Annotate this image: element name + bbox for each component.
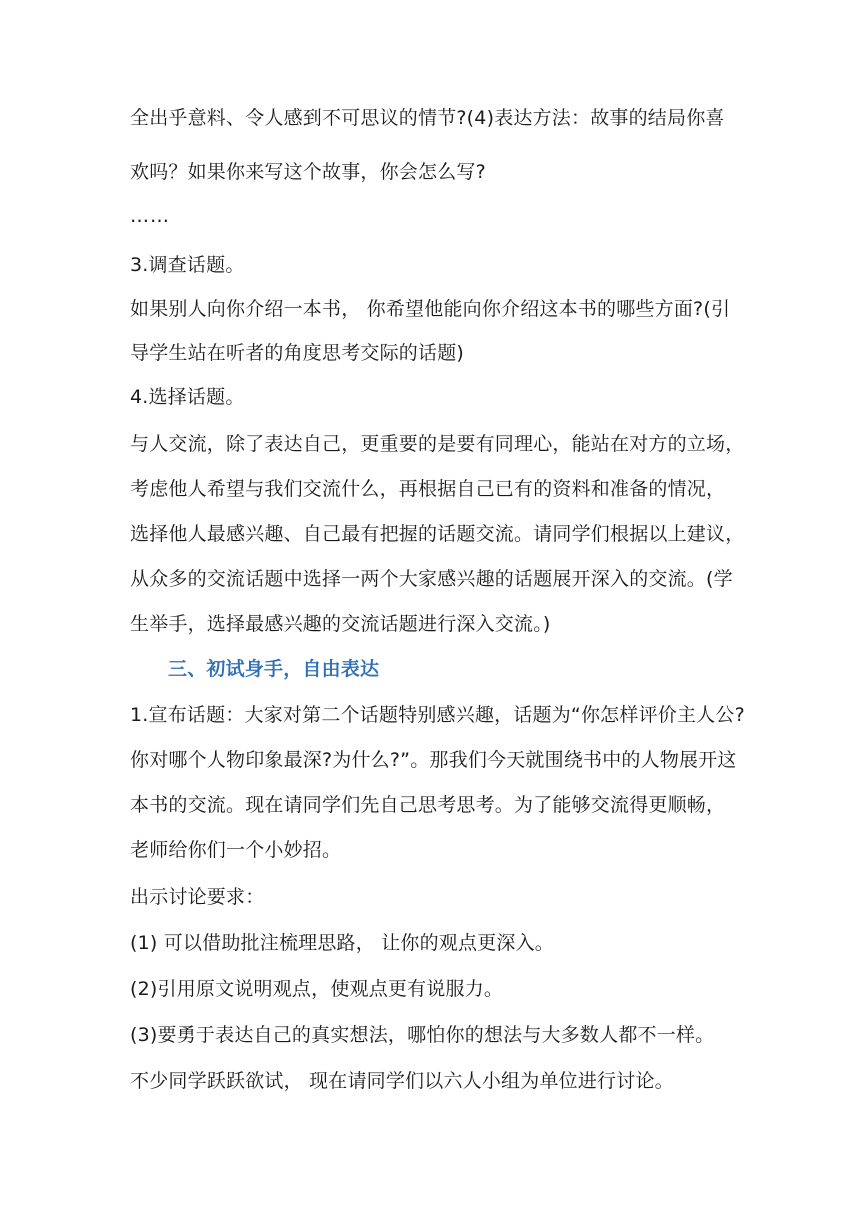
paragraph-line: 生举手，选择最感兴趣的交流话题进行深入交流。): [130, 613, 551, 635]
section-label-survey-topic: 3.调查话题。: [130, 254, 245, 276]
paragraph-line: 老师给你们一个小妙招。: [130, 839, 342, 861]
section-label-choose-topic: 4.选择话题。: [130, 386, 245, 408]
paragraph-line: 导学生站在听者的角度思考交际的话题): [130, 342, 465, 364]
requirement-item: (3)要勇于表达自己的真实想法，哪怕你的想法与大多数人都不一样。: [130, 1024, 715, 1046]
paragraph-line: 考虑他人希望与我们交流什么，再根据自己已有的资料和准备的情况，: [130, 478, 726, 500]
paragraph-line: 1.宣布话题：大家对第二个话题特别感兴趣，话题为“你怎样评价主人公?: [130, 704, 745, 726]
discussion-requirements-label: 出示讨论要求：: [130, 886, 265, 908]
paragraph-line: 从众多的交流话题中选择一两个大家感兴趣的话题展开深入的交流。(学: [130, 568, 733, 590]
paragraph-line: 与人交流，除了表达自己，更重要的是要有同理心，能站在对方的立场，: [130, 433, 745, 455]
paragraph-line: 全出乎意料、令人感到不可思议的情节?(4)表达方法：故事的结局你喜: [130, 107, 725, 129]
paragraph-line: 不少同学跃跃欲试， 现在请同学们以六人小组为单位进行讨论。: [130, 1070, 674, 1092]
paragraph-line: 欢吗？如果你来写这个故事，你会怎么写?: [130, 161, 486, 183]
paragraph-line: 你对哪个人物印象最深?为什么?”。那我们今天就围绕书中的人物展开这: [130, 749, 737, 771]
paragraph-line: 选择他人最感兴趣、自己最有把握的话题交流。请同学们根据以上建议，: [130, 523, 745, 545]
requirement-item: (2)引用原文说明观点，使观点更有说服力。: [130, 978, 504, 1000]
paragraph-line: 本书的交流。现在请同学们先自己思考思考。为了能够交流得更顺畅，: [130, 794, 726, 816]
section-heading: 三、初试身手，自由表达: [168, 658, 380, 680]
paragraph-line: 如果别人向你介绍一本书， 你希望他能向你介绍这本书的哪些方面?(引: [130, 298, 731, 320]
requirement-item: (1) 可以借助批注梳理思路， 让你的观点更深入。: [130, 932, 554, 954]
ellipsis-line: ……: [130, 205, 170, 227]
